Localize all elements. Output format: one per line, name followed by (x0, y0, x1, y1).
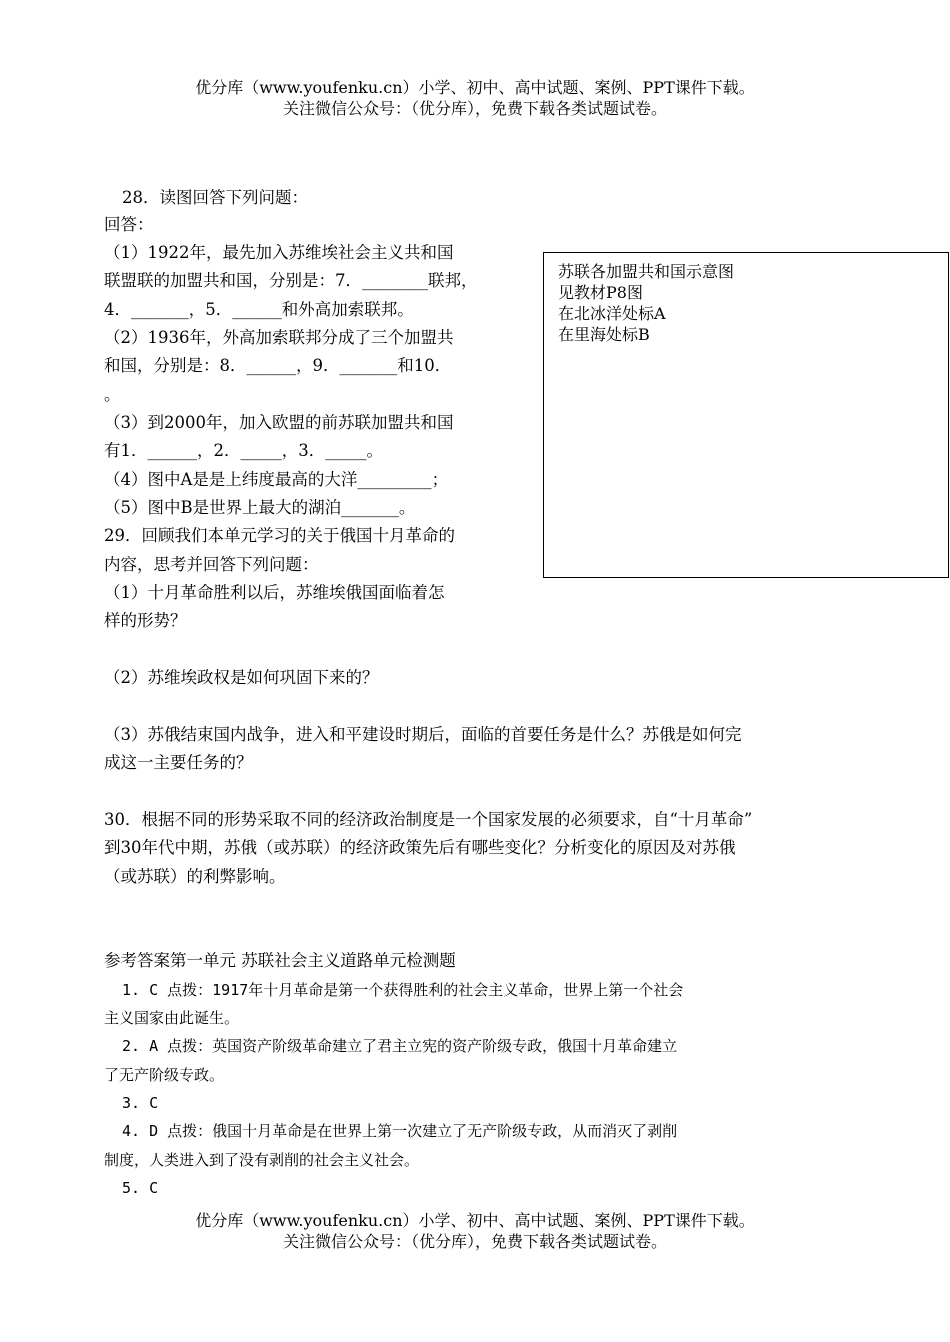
answer-line: 了无产阶级专政。 (104, 1066, 225, 1084)
footer-line-2: 关注微信公众号：（优分库），免费下载各类试题试卷。 (282, 1232, 667, 1251)
map-box-line: 在北冰洋处标A (558, 304, 666, 323)
q28-answer-label: 回答： (104, 215, 154, 234)
answer-line: 2. A 点拨：英国资产阶级革命建立了君主立宪的资产阶级专政，俄国十月革命建立 (122, 1037, 678, 1055)
answers-title: 参考答案第一单元 苏联社会主义道路单元检测题 (104, 951, 456, 970)
q28-line: 有1．______，2．_____，3．_____。 (104, 441, 383, 460)
header-line-2: 关注微信公众号：（优分库），免费下载各类试题试卷。 (282, 99, 667, 118)
q30-line: （或苏联）的利弊影响。 (104, 867, 286, 886)
map-placeholder-box (543, 252, 949, 578)
q28-line: 。 (104, 385, 121, 404)
q28-line: 4．_______，5．______和外高加索联邦。 (104, 300, 414, 319)
q28-line: （1）1922年，最先加入苏维埃社会主义共和国 (104, 243, 454, 262)
q29-line: 样的形势？ (104, 611, 187, 630)
answer-line: 1. C 点拨：1917年十月革命是第一个获得胜利的社会主义革命，世界上第一个社会 (122, 981, 684, 999)
q29-line: （1）十月革命胜利以后，苏维埃俄国面临着怎 (104, 583, 445, 602)
q29-line: 29．回顾我们本单元学习的关于俄国十月革命的 (104, 526, 455, 545)
answer-line: 制度，人类进入到了没有剥削的社会主义社会。 (104, 1151, 420, 1169)
q30-line: 到30年代中期，苏俄（或苏联）的经济政策先后有哪些变化？分析变化的原因及对苏俄 (104, 838, 736, 857)
q28-line: 和国，分别是：8．______，9．_______和10． (104, 356, 452, 375)
q28-title: 28．读图回答下列问题： (122, 188, 308, 207)
q28-line: （3）到2000年，加入欧盟的前苏联加盟共和国 (104, 413, 454, 432)
header-line-1: 优分库（www.youfenku.cn）小学、初中、高中试题、案例、PPT课件下载。 (195, 78, 755, 97)
q28-line: 联盟联的加盟共和国，分别是：7．________联邦， (104, 271, 478, 290)
q29-line: 内容，思考并回答下列问题： (104, 555, 319, 574)
answer-line: 主义国家由此诞生。 (104, 1009, 240, 1027)
map-box-line: 苏联各加盟共和国示意图 (558, 262, 735, 281)
q29-line: 成这一主要任务的？ (104, 753, 253, 772)
q28-line: （4）图中A是是上纬度最高的大洋_________； (104, 470, 449, 489)
answer-line: 5. C (122, 1179, 159, 1197)
q29-line: （2）苏维埃政权是如何巩固下来的？ (104, 668, 379, 687)
q29-line: （3）苏俄结束国内战争，进入和平建设时期后，面临的首要任务是什么？苏俄是如何完 (104, 725, 742, 744)
page-header (0, 77, 950, 119)
q28-line: （2）1936年，外高加索联邦分成了三个加盟共 (104, 328, 454, 347)
answer-line: 3. C (122, 1094, 159, 1112)
page-footer (0, 1210, 950, 1252)
map-box-line: 在里海处标B (558, 325, 650, 344)
footer-line-1: 优分库（www.youfenku.cn）小学、初中、高中试题、案例、PPT课件下载。 (195, 1211, 755, 1230)
q28-line: （5）图中B是世界上最大的湖泊_______。 (104, 498, 416, 517)
answer-line: 4. D 点拨：俄国十月革命是在世界上第一次建立了无产阶级专政，从而消灭了剥削 (122, 1122, 678, 1140)
map-box-line: 见教材P8图 (558, 283, 643, 302)
q30-line: 30．根据不同的形势采取不同的经济政治制度是一个国家发展的必须要求，自“十月革命” (104, 810, 753, 829)
